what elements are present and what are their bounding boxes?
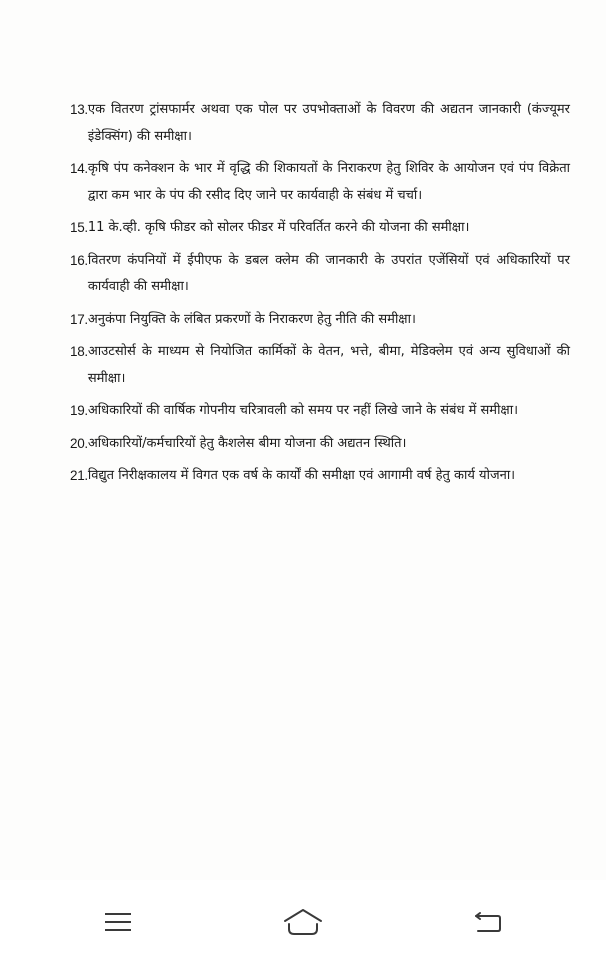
agenda-list	[70, 97, 570, 496]
item-text: वितरण कंपनियों में ईपीएफ के डबल क्लेम की जानकारी के उपरांत एजेंसियों एवं अधिकारियों पर कार्यवाही की समीक्षा।	[87, 252, 570, 294]
item-text: आउटसोर्स के माध्यम से नियोजित कार्मिकों के वेतन, भत्ते, बीमा, मेडिक्लेम एवं अन्य सुविधाओं की समीक्षा।	[87, 344, 570, 386]
item-number: 15.	[70, 220, 88, 235]
item-text: अधिकारियों/कर्मचारियों हेतु कैशलेस बीमा योजना की अद्यतन स्थिति।	[87, 435, 407, 451]
item-number: 19.	[70, 403, 88, 418]
agenda-item-18	[70, 339, 570, 392]
item-text: कृषि पंप कनेक्शन के भार में वृद्धि की शिकायतों के निराकरण हेतु शिविर के आयोजन एवं पंप विक्रेता द्वारा कम भार के पंप की रसीद दिए जाने पर कार्यवाही के संबंध में चर्चा।	[87, 161, 570, 203]
item-number: 18.	[70, 344, 88, 359]
item-number: 17.	[70, 311, 88, 327]
agenda-item-16	[70, 248, 570, 301]
item-number: 21.	[70, 468, 88, 483]
item-text: अधिकारियों की वार्षिक गोपनीय चरित्रावली को समय पर नहीं लिखे जाने के संबंध में समीक्षा।	[87, 403, 519, 418]
android-navigation-bar	[0, 880, 606, 958]
item-number: 20.	[70, 435, 88, 451]
home-icon	[282, 907, 324, 937]
item-number: 16.	[70, 252, 88, 268]
back-icon	[472, 909, 504, 935]
agenda-item-20	[70, 431, 570, 458]
agenda-item-21	[70, 463, 570, 490]
agenda-item-15	[70, 215, 570, 242]
item-text: विद्युत निरीक्षकालय में विगत एक वर्ष के कार्यों की समीक्षा एवं आगामी वर्ष हेतु कार्य योजना।	[87, 468, 516, 483]
menu-button[interactable]	[94, 904, 142, 940]
item-number: 14.	[70, 161, 88, 176]
agenda-item-13	[70, 97, 570, 150]
item-text: एक वितरण ट्रांसफार्मर अथवा एक पोल पर उपभोक्ताओं के विवरण की अद्यतन जानकारी (कंज्यूमर इंडेक्सिंग) की समीक्षा।	[87, 102, 570, 144]
menu-icon	[103, 910, 133, 934]
agenda-item-17	[70, 307, 570, 334]
item-number: 13.	[70, 102, 88, 117]
home-button[interactable]	[279, 904, 327, 940]
item-text: 11 के.व्ही. कृषि फीडर को सोलर फीडर में परिवर्तित करने की योजना की समीक्षा।	[87, 220, 470, 235]
agenda-item-19	[70, 398, 570, 425]
item-text: अनुकंपा नियुक्ति के लंबित प्रकरणों के निराकरण हेतु नीति की समीक्षा।	[87, 311, 416, 327]
agenda-item-14	[70, 156, 570, 209]
back-button[interactable]	[464, 904, 512, 940]
